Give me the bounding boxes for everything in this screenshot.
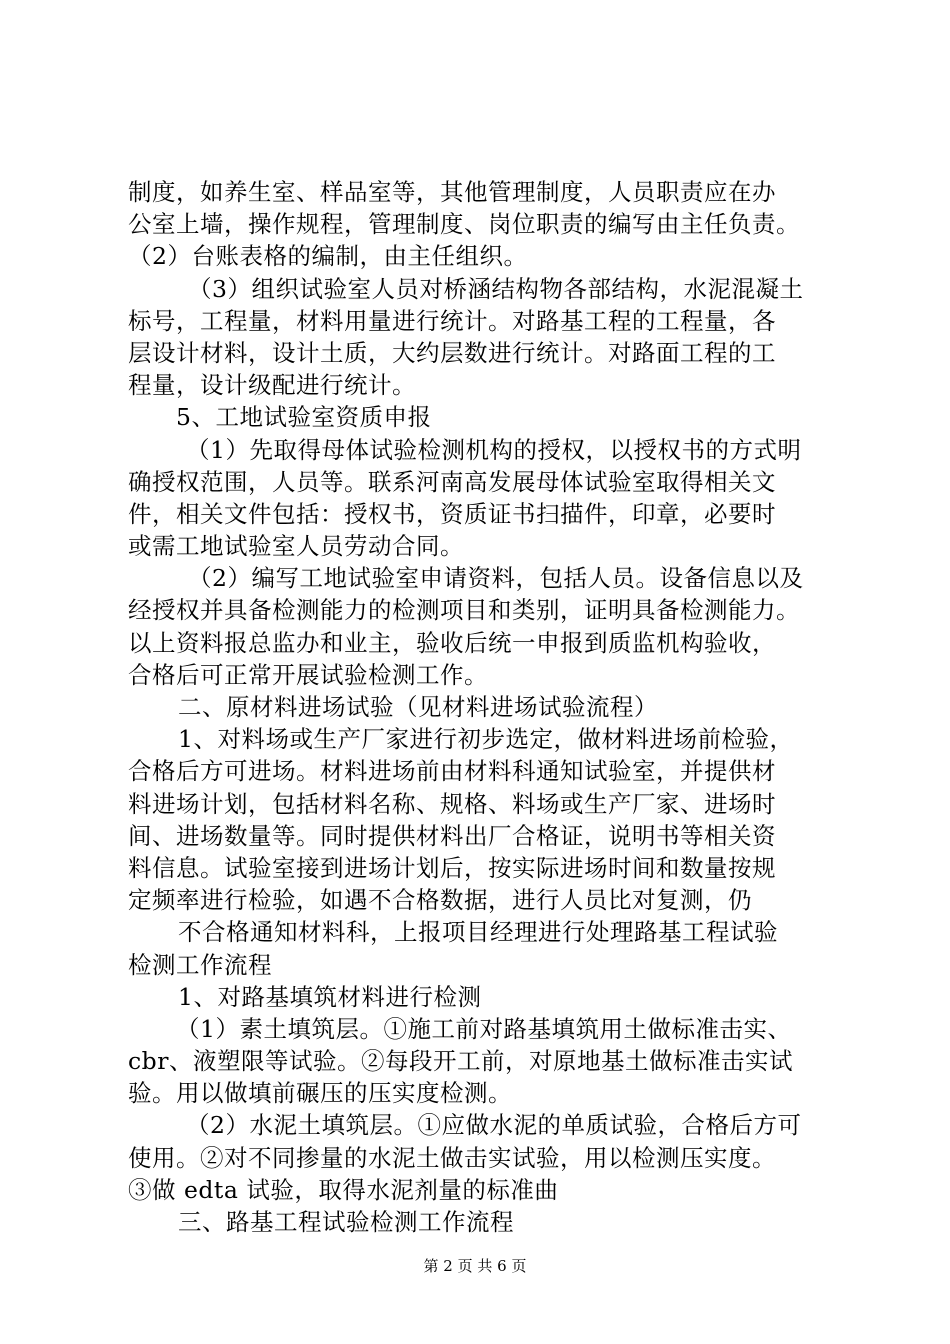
document-line: 定频率进行检验，如遇不合格数据，进行人员比对复测，仍 — [128, 886, 752, 915]
page-footer: 第 2 页 共 6 页 — [423, 1257, 527, 1275]
document-line: 使用。②对不同掺量的水泥土做击实试验，用以检测压实度。 — [128, 1143, 776, 1172]
document-line: 三、路基工程试验检测工作流程 — [178, 1208, 514, 1236]
document-line: 5、工地试验室资质申报 — [176, 403, 432, 432]
document-body — [128, 176, 848, 1238]
document-line: 间、进场数量等。同时提供材料出厂合格证，说明书等相关资 — [128, 821, 776, 850]
document-line: 料信息。试验室接到进场计划后，按实际进场时间和数量按规 — [128, 853, 776, 882]
document-line: （1）素土填筑层。①施工前对路基填筑用土做标准击实、 — [176, 1014, 792, 1043]
document-line: 料进场计划，包括材料名称、规格、料场或生产厂家、进场时 — [128, 789, 776, 818]
document-line: 检测工作流程 — [128, 950, 272, 979]
document-line: 公室上墙，操作规程，管理制度、岗位职责的编写由主任负责。 — [128, 210, 800, 239]
document-line: cbr、液塑限等试验。②每段开工前，对原地基土做标准击实试 — [128, 1047, 793, 1076]
document-line: 经授权并具备检测能力的检测项目和类别，证明具备检测能力。 — [128, 596, 800, 625]
document-line: 或需工地试验室人员劳动合同。 — [128, 532, 464, 561]
document-line: 制度，如养生室、样品室等，其他管理制度，人员职责应在办 — [128, 178, 776, 206]
document-line: （2）水泥土填筑层。①应做水泥的单质试验，合格后方可 — [186, 1111, 802, 1140]
document-line: 合格后方可进场。材料进场前由材料科通知试验室，并提供材 — [128, 757, 776, 786]
document-line: （3）组织试验室人员对桥涵结构物各部结构，水泥混凝土 — [188, 274, 804, 303]
document-line: 件，相关文件包括：授权书，资质证书扫描件，印章，必要时 — [128, 499, 776, 528]
document-line: （1）先取得母体试验检测机构的授权，以授权书的方式明 — [186, 435, 802, 464]
document-line: 以上资料报总监办和业主，验收后统一申报到质监机构验收， — [128, 628, 776, 657]
document-line: 验。用以做填前碾压的压实度检测。 — [128, 1079, 512, 1108]
document-line: 1、对料场或生产厂家进行初步选定，做材料进场前检验， — [178, 725, 794, 754]
document-line: 标号，工程量，材料用量进行统计。对路基工程的工程量，各 — [128, 306, 776, 335]
document-line: 合格后可正常开展试验检测工作。 — [128, 660, 488, 689]
document-line: 确授权范围，人员等。联系河南高发展母体试验室取得相关文 — [128, 467, 776, 496]
document-line: 层设计材料，设计土质，大约层数进行统计。对路面工程的工 — [128, 338, 776, 367]
document-line: 1、对路基填筑材料进行检测 — [178, 982, 482, 1011]
document-line: （2）编写工地试验室申请资料，包括人员。设备信息以及 — [188, 564, 804, 593]
document-line: 二、原材料进场试验（见材料进场试验流程） — [178, 693, 658, 721]
document-line: 程量，设计级配进行统计。 — [128, 371, 416, 400]
document-line: （2）台账表格的编制，由主任组织。 — [128, 242, 528, 271]
document-line: ③做 edta 试验，取得水泥剂量的标准曲 — [128, 1175, 559, 1204]
document-line: 不合格通知材料科，上报项目经理进行处理路基工程试验 — [178, 918, 778, 947]
